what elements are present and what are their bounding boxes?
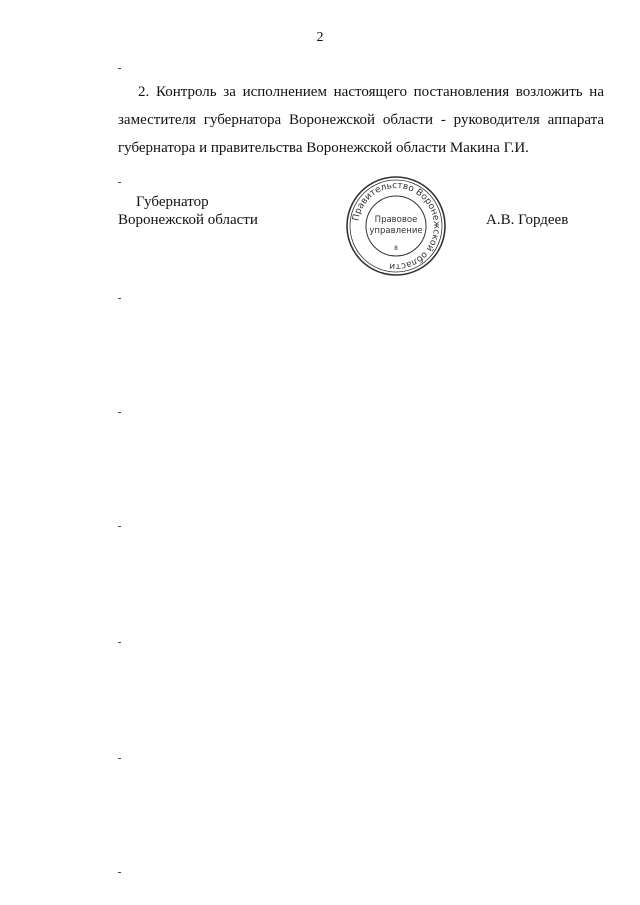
margin-mark xyxy=(118,412,121,413)
signatory-title-line-2: Воронежской области xyxy=(118,212,258,228)
paragraph-first-line: 2. Контроль за исполнением настоящего постановления возложить на xyxy=(138,84,604,100)
official-seal-stamp xyxy=(344,174,448,278)
margin-mark xyxy=(118,642,121,643)
margin-mark xyxy=(118,758,121,759)
margin-mark xyxy=(118,68,121,69)
margin-mark xyxy=(118,872,121,873)
seal-center-line-1: Правовое xyxy=(374,215,418,225)
body-paragraph xyxy=(118,78,604,162)
seal-ring-text: Правительство Воронежской области xyxy=(351,180,442,272)
margin-mark xyxy=(118,298,121,299)
seal-center-line-2: управление xyxy=(369,226,423,236)
page-number: 2 xyxy=(316,30,324,45)
paragraph-continuation: заместителя губернатора Воронежской области - руководителя аппарата губернатора и правительства Воронежской области Макина Г.И. xyxy=(118,112,604,156)
seal-number: 8 xyxy=(394,245,398,252)
margin-mark xyxy=(118,526,121,527)
signatory-title-line-1: Губернатор xyxy=(136,194,209,210)
margin-mark xyxy=(118,182,121,183)
signatory-name: А.В. Гордеев xyxy=(486,212,569,228)
